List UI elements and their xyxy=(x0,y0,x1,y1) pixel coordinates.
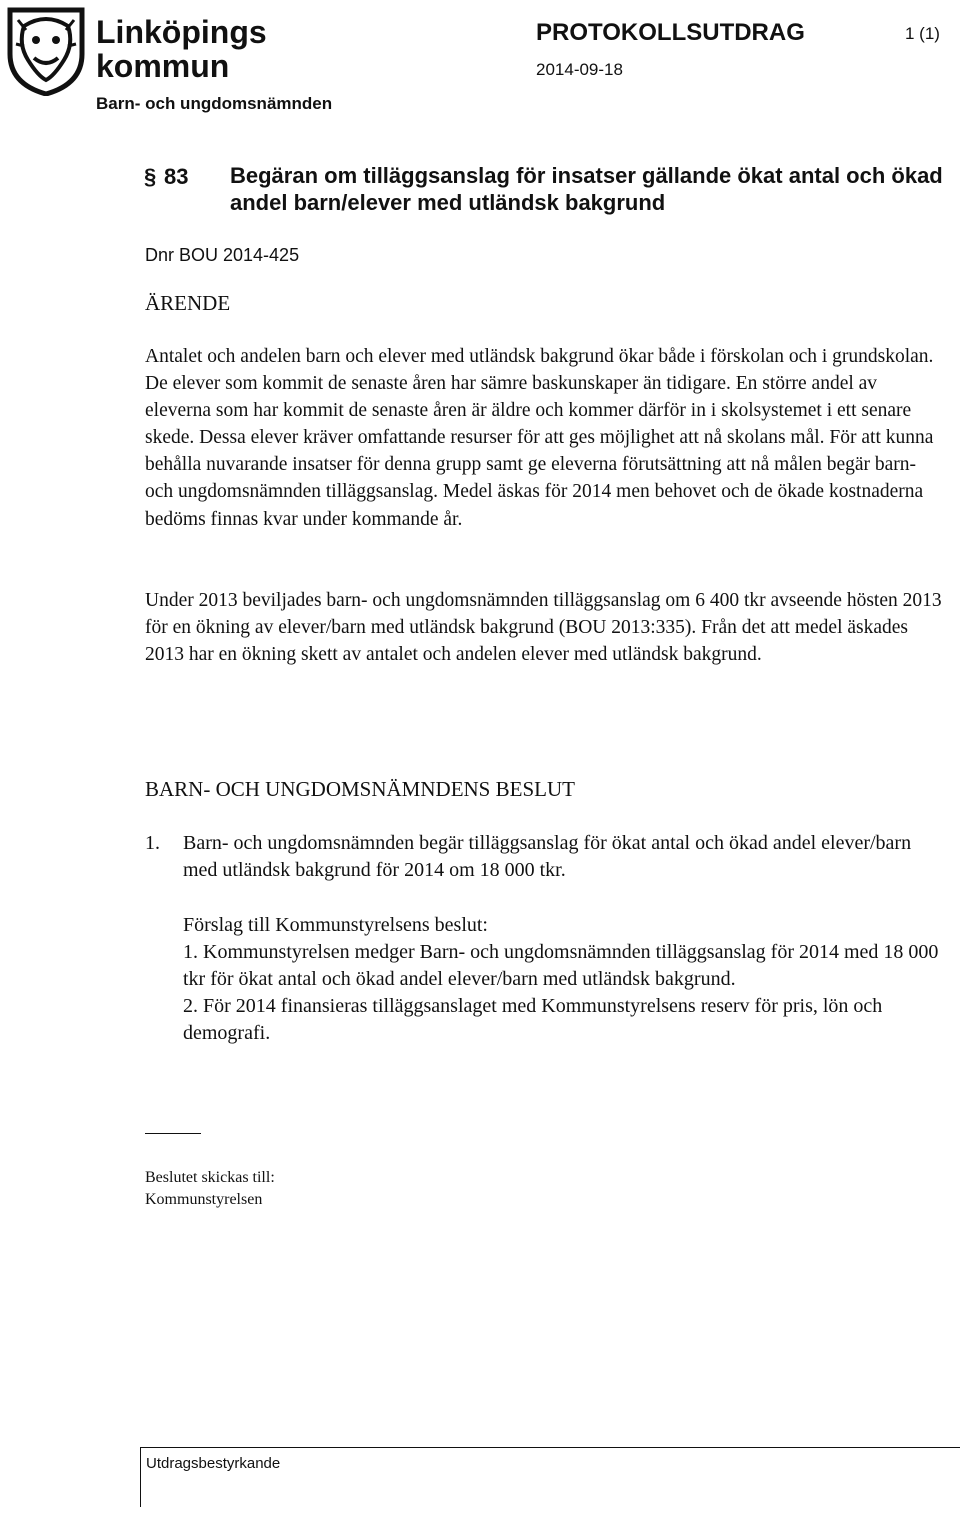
proposal-heading: Förslag till Kommunstyrelsens beslut: xyxy=(183,914,488,936)
proposal-block xyxy=(183,912,945,1047)
decision-item-number: 1. xyxy=(145,832,160,854)
decision-item-1 xyxy=(145,830,945,884)
page-number: 1 (1) xyxy=(905,24,940,43)
municipal-lion-coat-of-arms-icon xyxy=(4,4,88,96)
decision-item-text: Barn- och ungdomsnämnden begär tilläggsanslag för ökat antal och ökad andel elever/barn med utländsk bakgrund för 2014 om 18 000 tkr. xyxy=(183,832,912,882)
paragraph-number: 83 xyxy=(164,164,189,189)
document-date: 2014-09-18 xyxy=(536,60,623,79)
recipients-value: Kommunstyrelsen xyxy=(145,1191,263,1208)
decision-heading: BARN- OCH UNGDOMSNÄMNDENS BESLUT xyxy=(145,777,575,801)
body-paragraph-1 xyxy=(145,343,945,533)
arende-heading: ÄRENDE xyxy=(145,291,231,315)
proposal-item-2: 2. För 2014 finansieras tilläggsanslaget med Kommunstyrelsens reserv för pris, lön och demografi. xyxy=(183,995,883,1045)
paragraph-sign: § xyxy=(144,164,157,189)
page-title: Begäran om tilläggsanslag för insatser gällande ökat antal och ökad andel barn/elever med utländsk bakgrund xyxy=(230,163,943,215)
registration-number: Dnr BOU 2014-425 xyxy=(145,245,300,265)
org-name-line1: Linköpings xyxy=(96,14,267,50)
body-paragraph-2 xyxy=(145,587,945,668)
department-name: Barn- och ungdomsnämnden xyxy=(96,94,333,113)
document-type: PROTOKOLLSUTDRAG xyxy=(536,19,805,46)
divider xyxy=(145,1133,201,1134)
org-name-line2: kommun xyxy=(96,48,230,84)
certification-label: Utdragsbestyrkande xyxy=(146,1455,281,1472)
proposal-item-1: 1. Kommunstyrelsen medger Barn- och ungdomsnämnden tilläggsanslag för 2014 med 18 000 tkr för ökat antal och ökad andel elever/barn med utländsk bakgrund. xyxy=(183,941,939,991)
paragraph-text: Under 2013 beviljades barn- och ungdomsnämnden tilläggsanslag om 6 400 tkr avseende hösten 2013 för en ökning av elever/barn med utländsk bakgrund (BOU 2013:335). Från det att medel äskades 2013 har en ökning skett av antalet och andelen elever med utländsk bakgrund. xyxy=(145,590,942,666)
recipients-label: Beslutet skickas till: xyxy=(145,1169,275,1186)
paragraph-text: Antalet och andelen barn och elever med utländsk bakgrund ökar både i förskolan och i grundskolan. De elever som kommit de senaste åren har sämre baskunskaper än tidigare. En större andel av eleverna som har kommit de senaste åren är äldre och kommer därför in i skolsystemet i ett senare skede. Dessa elever kräver omfattande resurser för att ges möjlighet att nå skolans mål. För att kunna behålla nuvarande insatser för denna grupp samt ge eleverna förutsättning att nå målen begär barn- och ungdomsnämnden tilläggsanslag. Medel äskas för 2014 men behovet och de ökade kostnaderna bedöms finnas kvar under kommande år. xyxy=(145,346,934,530)
